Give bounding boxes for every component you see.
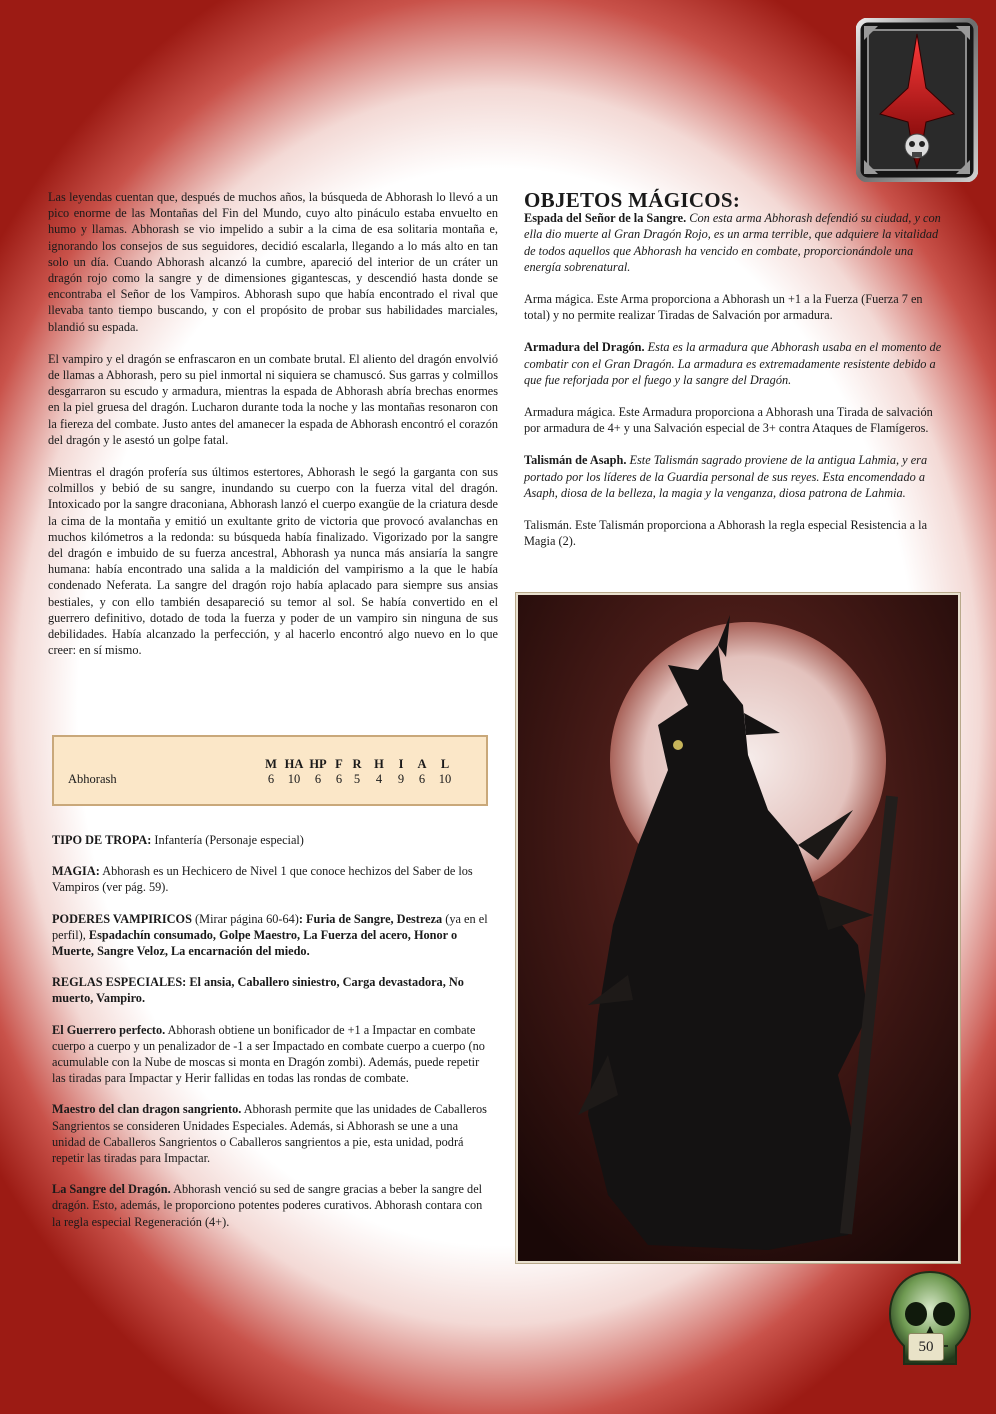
powers-note: (ya en el perfil), (52, 911, 488, 942)
troop-type-value: Infantería (Personaje especial) (154, 833, 304, 847)
magic-value: Abhorash es un Hechicero de Nivel 1 que conoce hechizos del Saber de los Vampiros (ver pág. 59). (52, 864, 473, 895)
stat-header-m: M (265, 757, 277, 771)
stat-header-row (260, 757, 456, 772)
stat-value-r: 5 (353, 772, 361, 786)
powers-list-a: Furia de Sangre, Destreza (306, 911, 443, 926)
clan-master-title: Maestro del clan dragon sangriento. (52, 1102, 242, 1117)
armour-name: Armadura del Dragón. (524, 340, 645, 355)
magic-items-heading: OBJETOS MÁGICOS: (524, 188, 741, 212)
stat-value-h: 4 (375, 772, 383, 786)
clan-master-rule (52, 1101, 492, 1166)
magic-rule (52, 863, 492, 895)
special-rules-label: REGLAS ESPECIALES: (52, 975, 187, 990)
profile-stat-box (52, 735, 488, 806)
sword-name: Espada del Señor de la Sangre. (524, 211, 687, 226)
dragon-blood-rule (52, 1181, 492, 1230)
sword-rule: Arma mágica. Este Arma proporciona a Abhorash un +1 a la Fuerza (Fuerza 7 en total) y no permite realizar Tiradas de Salvación por armadura. (524, 292, 923, 323)
lore-text (48, 189, 498, 674)
troop-type (52, 832, 492, 848)
sword-flavor: Con esta arma Abhorash defendió su ciudad, y con ella dio muerte al Gran Dragón Rojo, es un arma terrible, que adquiere la vitalidad de todos aquellos que Abhorash ha vencido en combate, proporcionándole una energía sobrenatural. (524, 211, 941, 274)
special-rules-value: El ansia, Caballero siniestro, Carga devastadora, No muerto, Vampiro. (52, 975, 464, 1006)
stat-value-f: 6 (335, 772, 343, 786)
lore-paragraph-2: El vampiro y el dragón se enfrascaron en un combate brutal. El aliento del dragón envolvió de llamas a Abhorash, pero su piel inmortal ni siquiera se chamuscó. Sus garras y colmillos desgarraron su escudo y armadura, mientras la espada de Abhorash abría brechas enormes en la piel gruesa del dragón. Lucharon durante toda la noche y las montañas resonaron con la fiereza del combate. Justo antes del amanecer la espada de Abhorash encontró el corazón del dragón y le asestó un golpe fatal. (48, 351, 498, 447)
perfect-warrior-title: El Guerrero perfecto. (52, 1022, 166, 1037)
stat-value-a: 6 (418, 772, 426, 786)
armour-entry (524, 339, 946, 388)
special-rules (52, 974, 492, 1006)
stat-value-hp: 6 (314, 772, 322, 786)
stat-header-l: L (440, 757, 450, 771)
powers-list-b: Espadachín consumado, Golpe Maestro, La Fuerza del acero, Honor o Muerte, Sangre Veloz, La encarnación del miedo. (52, 927, 458, 959)
perfect-warrior-text: Abhorash obtiene un bonificador de +1 a Impactar en combate cuerpo a cuerpo y un penalizador de -1 a ser Impactado en combate cuerpo a cuerpo (no acumulable con la Nube de moscas si monta en Dragón zombi). Además, puede repetir las tiradas para Impactar y Herir fallidas en todas las rondas de combate. (52, 1022, 485, 1086)
stat-header-f: F (335, 757, 343, 771)
troop-type-label: TIPO DE TROPA: (52, 833, 152, 847)
talisman-flavor: Este Talismán sagrado proviene de la antigua Lahmia, y era portado por los líderes de la Guardia personal de sus reyes. Esta encomendado a Asaph, diosa de la belleza, la magia y la venganza, diosa patrona de Lahmia. (524, 453, 928, 500)
faction-emblem-icon (856, 18, 978, 182)
stat-header-i: I (398, 757, 404, 771)
talisman-name: Talismán de Asaph. (524, 453, 627, 468)
stat-value-m: 6 (267, 772, 275, 786)
skull-badge-icon (886, 1268, 974, 1386)
perfect-warrior-rule (52, 1022, 492, 1087)
armour-rule: Armadura mágica. Este Armadura proporciona a Abhorash una Tirada de salvación por armadura de 4+ y una Salvación especial de 3+ contra Ataques de Flamígeros. (524, 405, 933, 436)
powers-label: PODERES VAMPIRICOS (52, 911, 192, 926)
lore-paragraph-3: Mientras el dragón profería sus últimos estertores, Abhorash le segó la garganta con sus colmillos y bebió de su sangre, inundando su cuerpo con la fuerza vital del dragón. Intoxicado por la sangre draconiana, Abhorash lanzó el cuerpo exangüe de la criatura desde la cima de la montaña y emitió un exultante grito de victoria que provocó avalanchas en muchos kilómetros a la redonda: su búsqueda había finalizado. Vigorizado por la sangre del dragón e imbuido de su fuerza ancestral, Abhorash ya nunca más ansiaría la sangre humana: había encontrado una salida a la maldición del vampirismo a la que le había condenado Neferata. La sangre del dragón rojo había aplacado para siempre sus ansias bestiales, y con ello también desapareció su temor al sol. Se había convertido en el guerrero definitivo, dotado de toda la fuerza y poder de un vampiro sin ninguna de sus debilidades. Había alcanzado la perfección, y al hacerlo encontró algo nuevo en lo que creer: en sí mismo. (48, 465, 499, 658)
sword-entry (524, 210, 946, 275)
vampire-illustration (516, 593, 960, 1263)
armour-flavor: Esta es la armadura que Abhorash usaba en el momento de combatir con el Gran Dragón. La armadura es extremadamente resistente debido a que fue reforjada por el fuego y la sangre del Dragón. (524, 340, 942, 387)
magic-label: MAGIA: (52, 864, 100, 879)
stat-header-h: H (374, 757, 384, 771)
stat-value-ha: 10 (287, 772, 301, 786)
stat-header-r: R (352, 757, 362, 771)
stat-header-ha: HA (284, 757, 304, 771)
dragon-blood-title: La Sangre del Dragón. (52, 1182, 171, 1197)
magic-items-section (524, 188, 946, 565)
talisman-rule: Talismán. Este Talismán proporciona a Abhorash la regla especial Resistencia a la Magia (2). (524, 518, 928, 549)
stat-header-hp: HP (309, 757, 327, 771)
lore-paragraph-1: Las leyendas cuentan que, después de muchos años, la búsqueda de Abhorash lo llevó a un pico enorme de las Montañas del Fin del Mundo, cuyo alto pináculo estaba envuelto en humo y llamas. Abhorash se vio impelido a subir a la cima de esa solitaria montaña e, ignorando los consejos de sus seguidores, decidió escalarla, llegando a lo más alto en tan solo un día. Cuando Abhorash alcanzó la cumbre, apareció del interior de un cráter un dragón rojo como la sangre y de dimensiones gigantescas, y descendió hasta donde se encontraba el Señor de los Vampiros. Abhorash supo que había encontrado el rival que llevaba tanto tiempo buscando, y con el propósito de probar sus habilidades marciales, blandió su espada. (48, 190, 498, 334)
rules-section (52, 832, 492, 1245)
powers-colon: : (298, 911, 303, 926)
stat-value-row (260, 772, 456, 787)
vampiric-powers (52, 911, 492, 960)
talisman-entry (524, 452, 946, 501)
stat-header-a: A (417, 757, 427, 771)
profile-name: Abhorash (68, 772, 117, 786)
clan-master-text: Abhorash permite que las unidades de Caballeros Sangrientos se consideren Unidades Especiales. Además, si Abhorash se une a una unidad de Caballeros Sangrientos o Caballeros sangrientos a pie, esta unidad, podrá repetir las tiradas para Impactar. (52, 1102, 487, 1166)
stat-value-l: 10 (438, 772, 452, 786)
stat-value-i: 9 (397, 772, 405, 786)
dragon-blood-text: Abhorash venció su sed de sangre gracias a beber la sangre del dragón. Esto, además, le proporciono potentes poderes curativos. Abhorash contara con la regla especial Regeneración (4+). (52, 1182, 483, 1229)
profile-stat-table (260, 757, 456, 787)
powers-ref: (Mirar página 60-64) (195, 911, 299, 926)
page-number: 50 (908, 1333, 944, 1361)
